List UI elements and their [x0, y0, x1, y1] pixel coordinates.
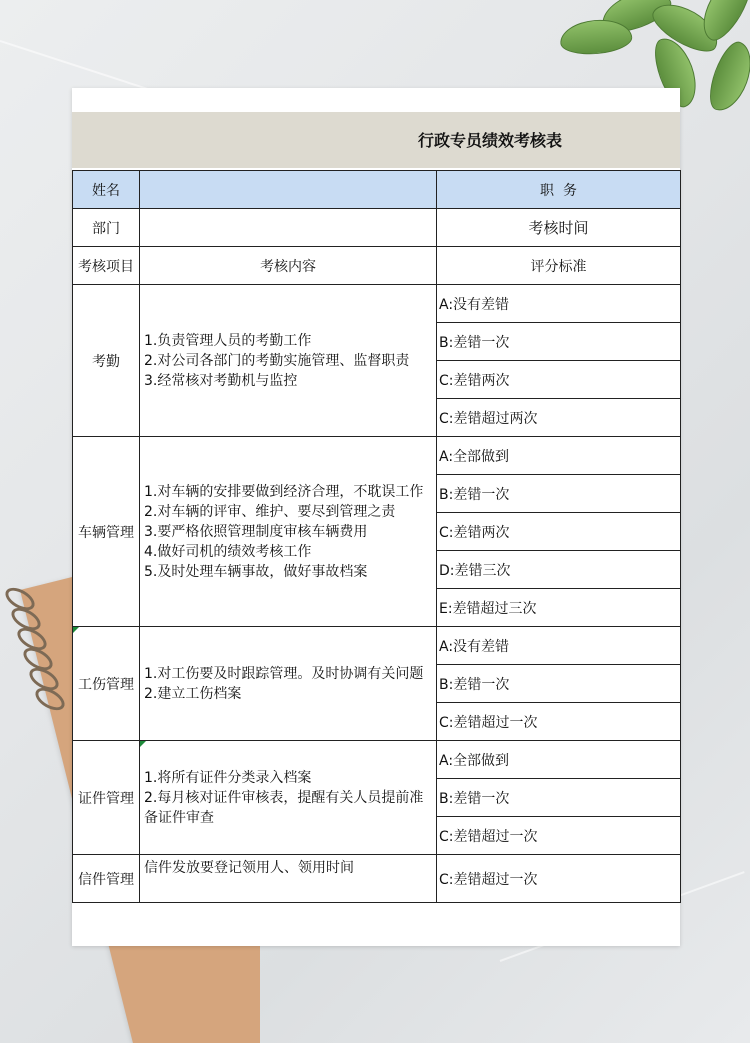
- dept-field[interactable]: [140, 209, 437, 247]
- section-content: 1.对车辆的安排要做到经济合理，不耽误工作 2.对车辆的评审、维护、要尽到管理之责 3.要严格依照管理制度审核车辆费用 4.做好司机的绩效考核工作 5.及时处理车辆事故，做好事故档案: [140, 437, 437, 627]
- section-item: 考勤: [73, 285, 140, 437]
- section-item: 证件管理: [73, 741, 140, 855]
- evaluation-sheet: [72, 88, 680, 946]
- criteria-cell: C:差错两次: [437, 513, 681, 551]
- criteria-cell: E:差错超过三次: [437, 589, 681, 627]
- criteria-cell: C:差错超过一次: [437, 703, 681, 741]
- col-header-criteria: 评分标准: [437, 247, 681, 285]
- criteria-cell: B:差错一次: [437, 779, 681, 817]
- time-label: 考核时间: [437, 209, 681, 247]
- criteria-cell: A:全部做到: [437, 437, 681, 475]
- section-content: 信件发放要登记领用人、领用时间: [140, 855, 437, 903]
- criteria-cell: A:没有差错: [437, 627, 681, 665]
- criteria-cell: C:差错超过两次: [437, 399, 681, 437]
- col-header-item: 考核项目: [73, 247, 140, 285]
- section-content: 1.将所有证件分类录入档案 2.每月核对证件审核表，提醒有关人员提前准备证件审查: [140, 741, 437, 855]
- name-field[interactable]: [140, 171, 437, 209]
- section-item: 工伤管理: [73, 627, 140, 741]
- evaluation-table: [72, 170, 681, 903]
- criteria-cell: B:差错一次: [437, 665, 681, 703]
- criteria-cell: A:全部做到: [437, 741, 681, 779]
- position-label: 职 务: [437, 171, 681, 209]
- section-content: 1.对工伤要及时跟踪管理。及时协调有关问题 2.建立工伤档案: [140, 627, 437, 741]
- section-content: 1.负责管理人员的考勤工作 2.对公司各部门的考勤实施管理、监督职责 3.经常核对考勤机与监控: [140, 285, 437, 437]
- col-header-content: 考核内容: [140, 247, 437, 285]
- section-item: 车辆管理: [73, 437, 140, 627]
- criteria-cell: A:没有差错: [437, 285, 681, 323]
- name-label: 姓名: [73, 171, 140, 209]
- dept-label: 部门: [73, 209, 140, 247]
- sheet-title: 行政专员绩效考核表: [418, 131, 563, 150]
- criteria-cell: C:差错两次: [437, 361, 681, 399]
- criteria-cell: D:差错三次: [437, 551, 681, 589]
- criteria-cell: C:差错超过一次: [437, 817, 681, 855]
- section-item: 信件管理: [73, 855, 140, 903]
- criteria-cell: B:差错一次: [437, 323, 681, 361]
- criteria-cell: B:差错一次: [437, 475, 681, 513]
- criteria-cell: C:差错超过一次: [437, 855, 681, 903]
- title-bar: [72, 112, 680, 168]
